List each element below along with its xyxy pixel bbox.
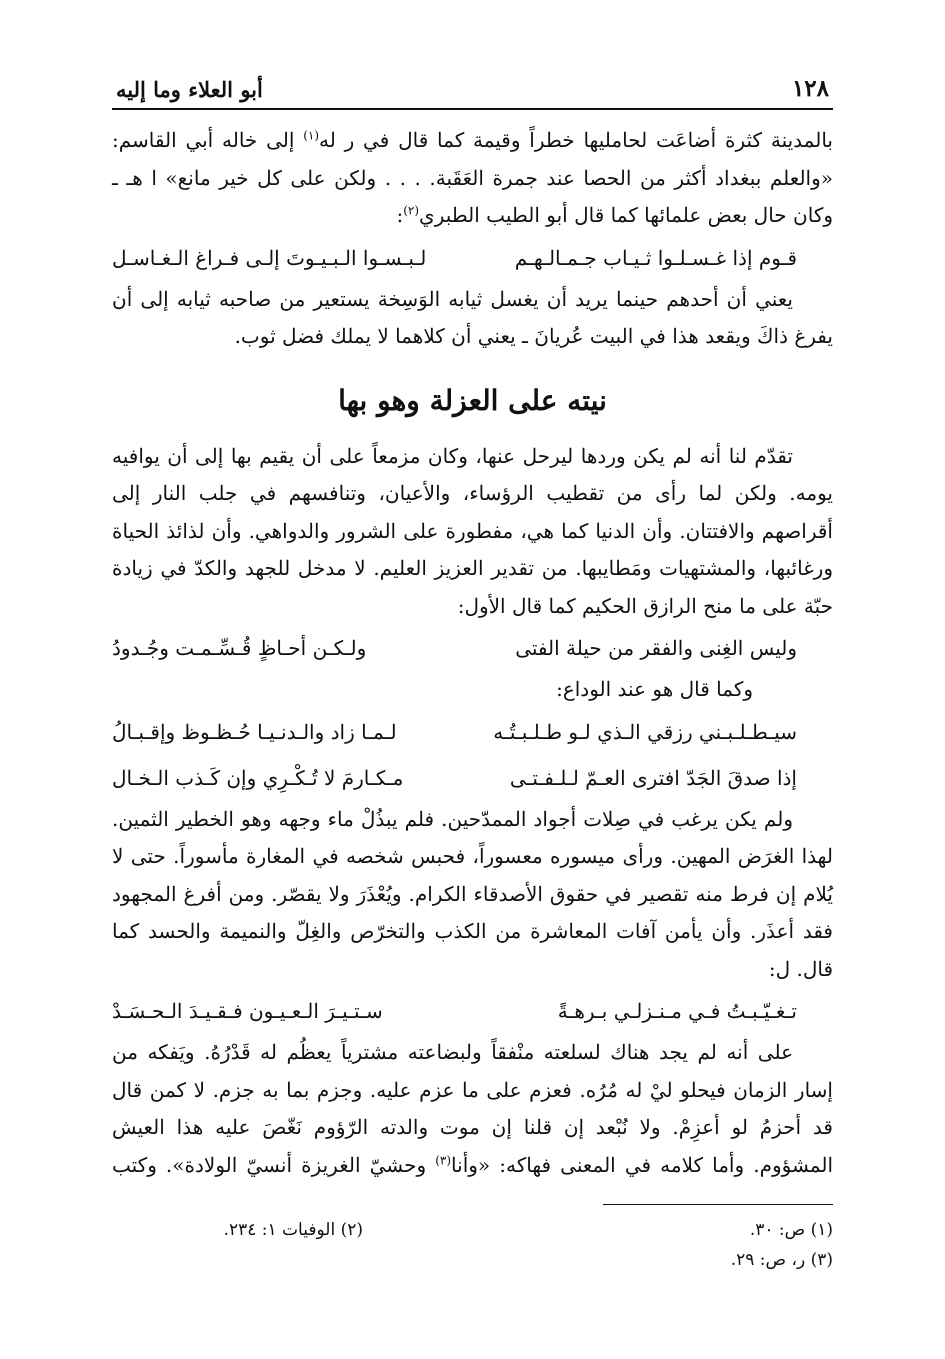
verse-4-second-hemistich: مـكـارمَ لا تُـكْـرِي وإن كَـذب الـخـال bbox=[112, 765, 404, 790]
verse-5-second-hemistich: سـتـيـرَ الـعـيـون فـقـيـدَ الـحـسَـدْ bbox=[112, 999, 383, 1023]
running-header bbox=[112, 62, 833, 110]
verse-2 bbox=[112, 625, 833, 671]
running-title: أبو العلاء وما إليه bbox=[116, 77, 263, 102]
verse-2-second-hemistich: ولـكـن أحـاظٍ قُـسِّـمـت وجُـدودُ bbox=[112, 636, 367, 660]
footnotes-row-1 bbox=[112, 1215, 833, 1245]
verse-5 bbox=[112, 988, 833, 1034]
verse-3 bbox=[112, 709, 833, 755]
page-body bbox=[112, 122, 833, 1275]
footnote-1: (١) ص: ٣٠. bbox=[749, 1220, 833, 1240]
footnote-ref-1: (١) bbox=[303, 128, 320, 143]
paragraph-3: تقدّم لنا أنه لم يكن وردها ليرحل عنها، وكان مزمعاً على أن يقيم بها إلى أن يوافيه يومه. ولكن لما رأى من تقطيب الرؤساء، والأعيان، وتنافسهم في جلب النار إلى أقراصهم والافتتان. وأن الدنيا كما هي، مفطورة على الشرور والدواهي. وأن لذائذ الحياة ورغائبها، والمشتهيات ومَطايبها. من تقدير العزيز العليم. لا مدخل للجهد والكدّ في زيادة حبّة على ما منح الرازق الحكيم كما قال الأول: bbox=[112, 443, 833, 618]
page-number: ١٢٨ bbox=[791, 75, 829, 102]
verse-3-second-hemistich: لـمـا زاد والـدنـيـا حُـظـوظ وإقـبـالُ bbox=[112, 719, 397, 744]
footnote-2: (٢) الوفيات ١: ٢٣٤. bbox=[223, 1220, 363, 1240]
paragraph-4: وكما قال هو عند الوداع: bbox=[556, 677, 753, 701]
verse-2-first-hemistich: وليس الغِنى والفقر من حيلة الفتى bbox=[515, 636, 797, 660]
paragraph-6: على أنه لم يجد هناك لسلعته منْفقاً ولبضاعته مشترياً يعظُم له قَدْرُهُ. ويَفكه من إسار الزمان فيحلو ليْ له مُرُه. فعزم على ما عزم عليه. وجزم بما به جزم. لا كمن قال قد أحزمُ لو أعزِمْ. ولا نُبْعد إن قلنا إن موت والدته الرّؤوم نَغّصَ عليه هذا العيش المشؤوم. وأما كلامه في المعنى فهاكه: «وأنا$^{(٣)}$ وحشيّ الغريزة أنسيّ الولادة». وكتب bbox=[112, 1040, 833, 1177]
footnote-ref-2: (٢) bbox=[403, 203, 420, 218]
verse-5-first-hemistich: تـغـيّـبـتُ فـي مـنـزلـي بـرهـةً bbox=[557, 999, 797, 1023]
verse-1 bbox=[112, 235, 833, 281]
footnotes-row-2 bbox=[112, 1245, 833, 1275]
verse-4 bbox=[112, 755, 833, 801]
paragraph-2: يعني أن أحدهم حينما يريد أن يغسل ثيابه الوَسِخة يستعير من صاحبه ثيابه إلى أن يفرغ ذاكَ ويقعد هذا في البيت عُريانَ ـ يعني أن كلاهما لا يملك فضل ثوب. bbox=[112, 286, 833, 348]
paragraph-5: ولم يكن يرغب في صِلات أجواد الممدّحين. فلم يبذُلْ ماء وجهه وهو الخطير الثمين. لهذا الغرَض المهين. ورأى ميسوره معسوراً، فحبس شخصه في المغارة مأسوراً. حتى لا يُلام إن فرط منه تقصير في حقوق الأصدقاء الكرام. ويُعْذَرَ ولا يقصّر. ومن أفرغ المجهود فقد أعذَر. وأن يأمن آفات المعاشرة من الكذب والتخرّص والغِلّ والنميمة والحسد كما قال. ل: bbox=[112, 806, 833, 981]
footnote-3: (٣) ر، ص: ٢٩. bbox=[730, 1250, 833, 1270]
section-heading: نيته على العزلة وهو بها bbox=[338, 383, 607, 417]
paragraph-1: بالمدينة كثرة أضاعَت لحامليها خطراً وقيمة كما قال في ر له$^{(١)}$ إلى خاله أبي القاسم: «والعلم ببغداد أكثر من الحصا عند جمرة العَقَبة. . . . ولكن على كل خير مانع» ا هـ ـ وكان حال بعض علمائها كما قال أبو الطيب الطبري$^{(٢)}$: bbox=[112, 128, 833, 227]
verse-4-first-hemistich: إذا صدقَ الجَدّ افترى العـمّ لـلـفـتـى bbox=[509, 765, 797, 790]
verse-3-first-hemistich: سيـطـلـبـني رزقي الـذي لـو طـلـبـتُـه bbox=[493, 719, 797, 744]
footnote-ref-3: (٣) bbox=[435, 1152, 452, 1167]
verse-1-second-hemistich: لـبـسـوا الـبـيـوتَ إلـى فـراغ الـغـاسـل bbox=[112, 245, 427, 270]
verse-1-first-hemistich: قـوم إذا غـسـلـوا ثـيـاب جـمـالـهـم bbox=[514, 245, 797, 270]
footnote-separator bbox=[603, 1204, 833, 1205]
